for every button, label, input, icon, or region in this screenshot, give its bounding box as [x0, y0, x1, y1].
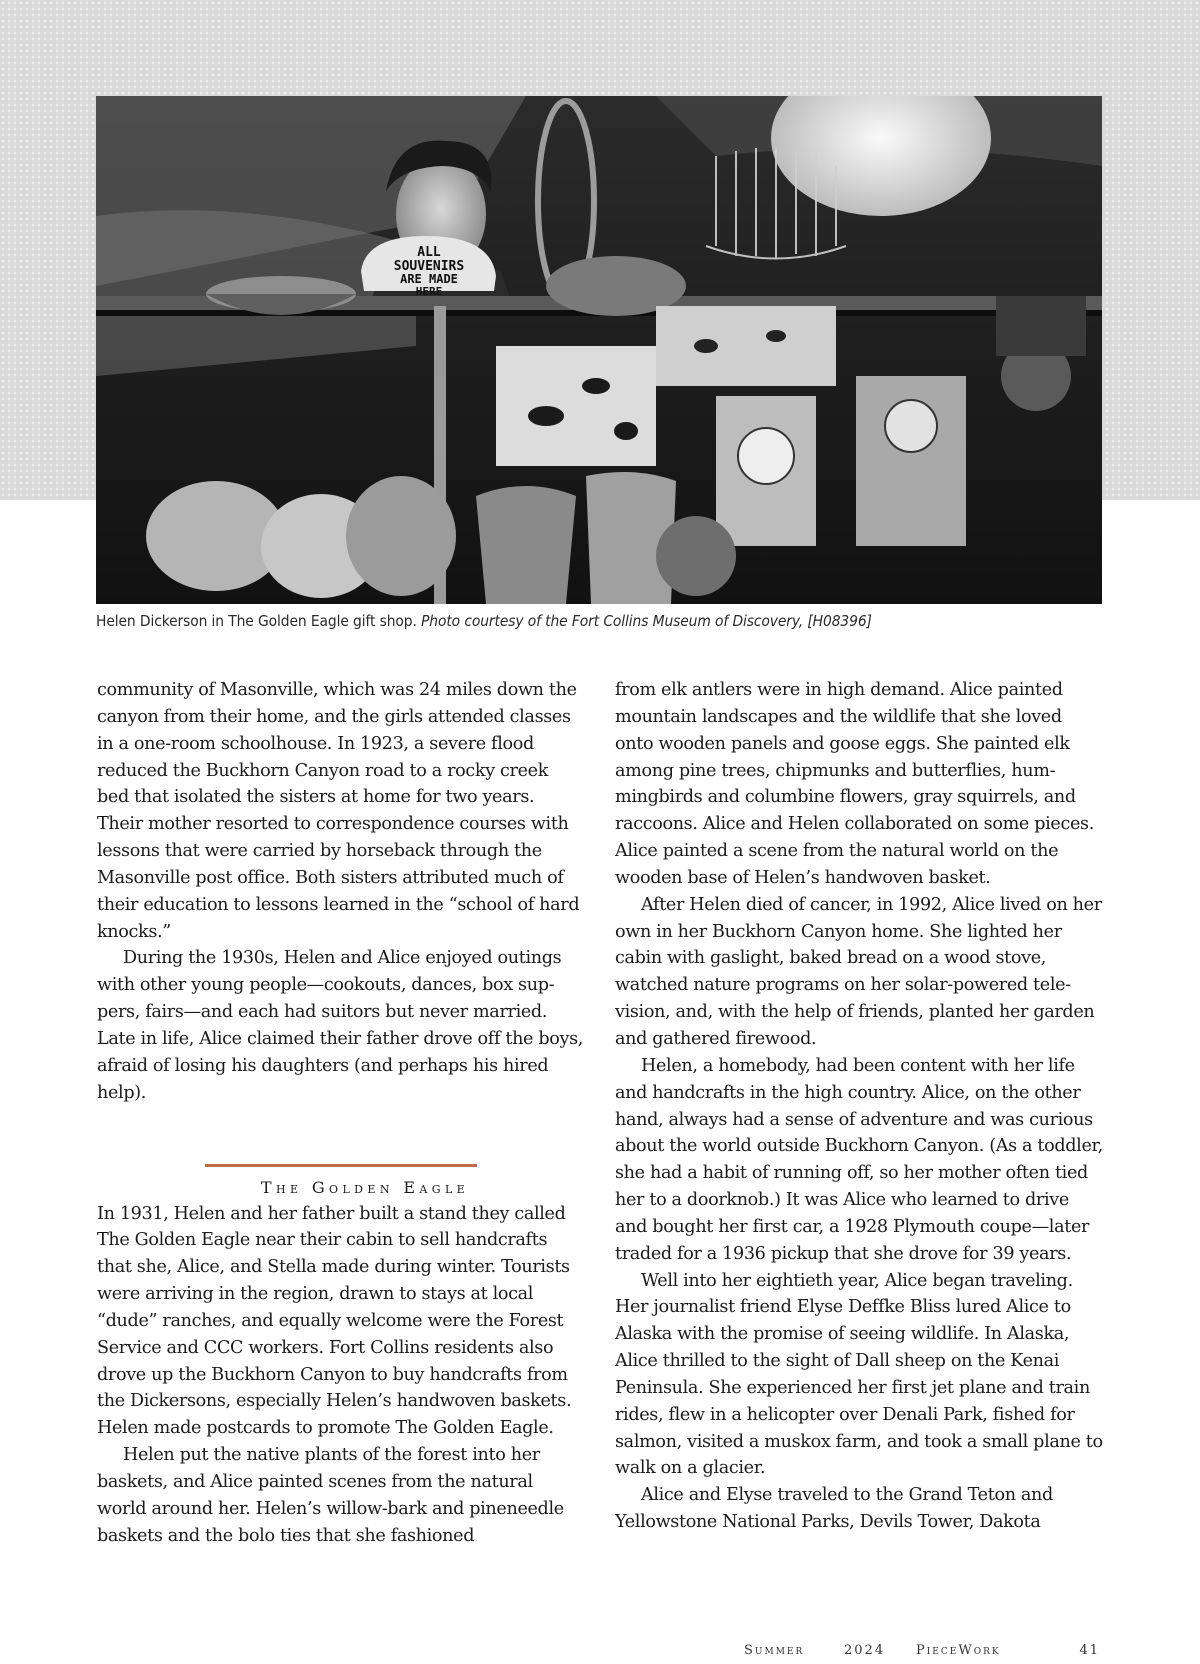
left-paragraph-2: During the 1930s, Helen and Alice enjoyed outings with other young people—cookouts, dances, box suppers, fairs—and each had suitors but never married. Late in life, Alice claimed their father drove off the boys, afraid of losing his daughters (and perhaps his hired help).	[97, 948, 584, 1103]
section-heading-text: The Golden Eagle	[260, 1177, 470, 1197]
section-divider	[205, 1164, 477, 1167]
footer-magazine: PieceWork	[916, 1643, 1001, 1658]
right-paragraph-1: from elk antlers were in high demand. Alice painted mountain landscapes and the wildlife that she loved onto wooden panels and goose eggs. She painted elk among pine trees, chipmunks and butterflies, hummingbirds and columbine flowers, gray squirrels, and raccoons. Alice and Helen collaborated on some pieces. Alice painted a scene from the natural world on the wooden base of Helen’s handwoven basket.	[615, 680, 1094, 888]
sign-line-3: ARE MADE	[400, 272, 458, 286]
gift-shop-photo-illustration	[96, 96, 1102, 604]
sign-line-4: HERE	[415, 285, 443, 298]
page-footer	[744, 1643, 1100, 1663]
footer-season: Summer	[744, 1643, 805, 1658]
photo-caption	[96, 612, 1106, 630]
left-paragraph-4: Helen put the native plants of the forest into her baskets, and Alice painted scenes from the natural world around her. Helen’s willow-bark and pineneedle baskets and the bolo ties that she fashioned	[97, 1445, 564, 1546]
right-paragraph-3: Helen, a homebody, had been content with her life and handcrafts in the high country. Alice, on the other hand, always had a sense of adventure and was curious about the world outside Buckhorn Canyon. (As a toddler, she had a habit of running off, so her mother often tied her to a doorknob.) It was Alice who learned to drive and bought her first car, a 1928 Plymouth coupe—later traded for a 1936 pickup that she drove for 39 years.	[615, 1055, 1103, 1264]
sign-line-2: SOUVENIRS	[393, 259, 465, 274]
right-column	[615, 677, 1103, 1536]
footer-year: 2024	[844, 1643, 886, 1658]
left-column	[97, 677, 585, 1549]
right-paragraph-5: Alice and Elyse traveled to the Grand Teton and Yellowstone National Parks, Devils Tower, Dakota	[615, 1485, 1053, 1533]
historical-photo	[96, 96, 1102, 604]
left-paragraph-1: community of Masonville, which was 24 miles down the canyon from their home, and the girls attended classes in a one-room schoolhouse. In 1923, a severe flood reduced the Buckhorn Canyon road to a rocky creek bed that isolated the sisters at home for two years. Their mother resorted to correspondence courses with lessons that were carried by horseback through the Masonville post office. Both sisters attributed much of their education to lessons learned in the “school of hard knocks.”	[97, 680, 580, 942]
sign-line-1: ALL	[417, 245, 441, 260]
right-paragraph-2: After Helen died of cancer, in 1992, Alice lived on her own in her Buckhorn Canyon home. She lighted her cabin with gaslight, baked bread on a wood stove, watched nature programs on her solar-powered television, and, with the help of friends, planted her garden and gathered firewood.	[615, 894, 1102, 1049]
right-paragraph-4: Well into her eightieth year, Alice began traveling. Her journalist friend Elyse Deffke Bliss lured Alice to Alaska with the promise of seeing wildlife. In Alaska, Alice thrilled to the sight of Dall sheep on the Kenai Peninsula. She experienced her first jet plane and train rides, flew in a helicopter over Denali Park, fished for salmon, visited a muskox farm, and took a small plane to walk on a glacier.	[615, 1270, 1103, 1479]
left-paragraph-3: In 1931, Helen and her father built a stand they called The Golden Eagle near their cabin to sell handcrafts that she, Alice, and Stella made during winter. Tourists were arriving in the region, drawn to stays at local “dude” ranches, and equally welcome were the Forest Service and CCC workers. Fort Collins residents also drove up the Buckhorn Canyon to buy handcrafts from the Dickersons, especially Helen’s handwoven baskets. Helen made postcards to promote The Golden Eagle.	[97, 1203, 572, 1439]
page-number: 41	[1079, 1643, 1100, 1658]
caption-text: Helen Dickerson in The Golden Eagle gift shop.	[96, 612, 417, 630]
caption-credit: Photo courtesy of the Fort Collins Museum of Discovery, [H08396]	[421, 612, 872, 630]
section-heading	[97, 1175, 585, 1201]
